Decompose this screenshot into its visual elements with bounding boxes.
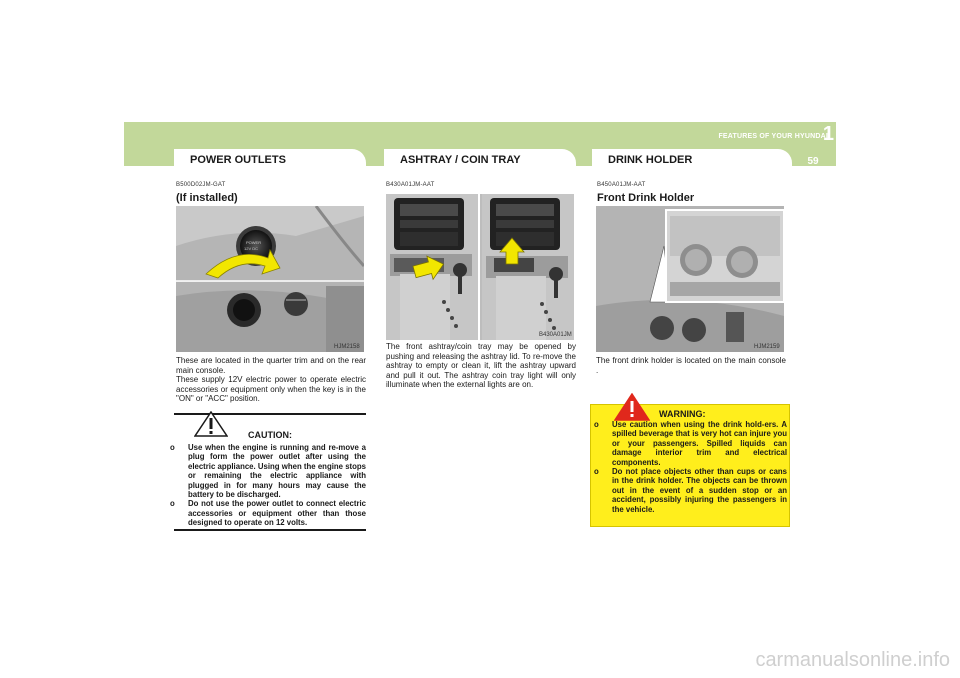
warning-title: WARNING: (659, 409, 706, 419)
body-paragraph: These are located in the quarter trim and on the rear main console. (176, 356, 366, 375)
bullet: o (170, 443, 175, 452)
figure-code: HJM2158 (334, 344, 360, 350)
body-paragraph: The front ashtray/coin tray may be opened by pushing and releasing the ashtray lid. To re-move the ashtray to empty or clean it, lift the ashtray upward and pull it out. The ashtray coin tray light will only illuminate when the external lights are on. (386, 342, 576, 390)
drink-holder-figure (596, 206, 784, 352)
list-item (170, 499, 366, 527)
list-item (594, 467, 787, 514)
chapter-number: 1 (822, 123, 834, 145)
chapter-title: FEATURES OF YOUR HYUNDAI (718, 133, 828, 140)
section-tab-power-outlets (174, 149, 366, 169)
figure-code: HJM2159 (754, 344, 780, 350)
section-subtitle: (If installed) (176, 192, 238, 204)
caution-text: Use when the engine is running and re-move a plug form the power outlet after using the electric appliance. Using when the engine stops or remaining the electric appliance with plugged in for many hours may cause the battery to be discharged. (188, 443, 366, 500)
page-number: 59 (807, 156, 819, 167)
warning-text: Do not place objects other than cups or cans in the drink holder. The objects can be thrown out in the event of a sudden stop or an accident, possibly injuring the passengers in the vehicle. (612, 467, 787, 514)
watermark: carmanualsonline.info (755, 649, 950, 671)
section-title: DRINK HOLDER (608, 154, 693, 166)
ashtray-figure (386, 194, 574, 340)
bullet: o (594, 420, 599, 429)
power-outlet-figure (176, 206, 364, 352)
section-title: ASHTRAY / COIN TRAY (400, 154, 521, 166)
caution-box (170, 413, 366, 531)
section-title: POWER OUTLETS (190, 154, 286, 166)
body-paragraph: These supply 12V electric power to operate electric accessories or equipment only when the key is in the "ON" or "ACC" position. (176, 375, 366, 404)
section-tab-ashtray (384, 149, 576, 169)
section-body (176, 356, 366, 404)
warning-list (594, 420, 787, 514)
bullet: o (170, 499, 175, 509)
section-tab-drink-holder (592, 149, 792, 169)
warning-text: Use caution when using the drink hold-ers. A spilled beverage that is very hot can injure you or your passengers. Spilled liquids can damage interior trim and electrical components. (612, 420, 787, 467)
caution-text: Do not use the power outlet to connect electric accessories or equipment other than those designed to operate on 12 volts. (188, 499, 366, 528)
section-code: B450A01JM-AAT (597, 182, 646, 188)
caution-title: CAUTION: (248, 430, 292, 440)
section-body (386, 342, 576, 390)
svg-text:POWER: POWER (246, 240, 262, 245)
list-item (594, 420, 787, 467)
section-subtitle: Front Drink Holder (597, 192, 695, 204)
list-item (170, 443, 366, 499)
section-body (596, 356, 786, 375)
svg-text:12V DC: 12V DC (244, 246, 259, 251)
bullet: o (594, 467, 599, 477)
section-code: B500D02JM-GAT (176, 182, 226, 188)
warning-box (590, 404, 790, 527)
body-paragraph: The front drink holder is located on the main console . (596, 356, 786, 375)
caution-list (170, 443, 366, 528)
section-code: B430A01JM-AAT (386, 182, 435, 188)
figure-code: B430A01JM (539, 332, 572, 338)
